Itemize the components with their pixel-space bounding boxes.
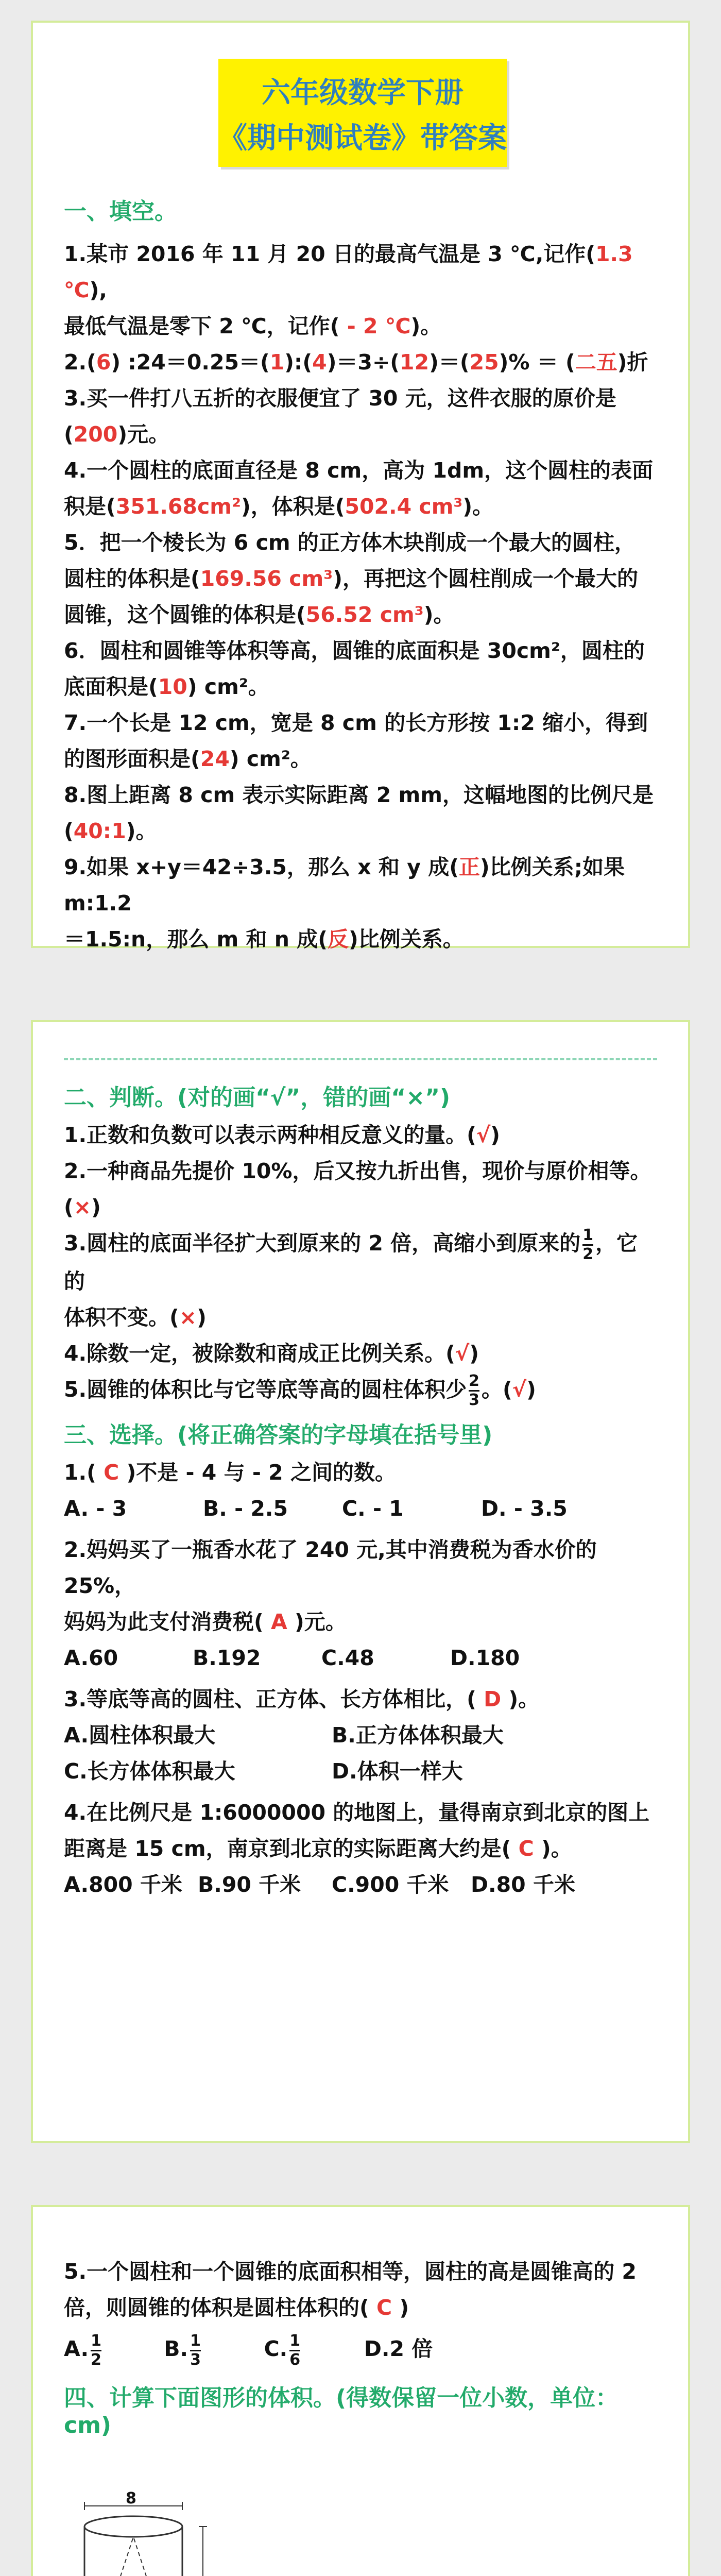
cylinder-cone-figure — [64, 2496, 249, 2576]
section-2 — [64, 1079, 657, 1903]
card-judge-choice — [31, 1020, 690, 2143]
question-4: 4.一个圆柱的底面直径是 8 cm，高为 1dm，这个圆柱的表面 积是(351.68cm²)，体积是(502.4 cm³)。 — [64, 458, 654, 519]
judge-5: 5.圆锥的体积比与它等底等高的圆柱体积少 $\frac{2}{3}$ 。(√) — [64, 1372, 536, 1409]
judge-2: 2.一种商品先提价 10%，后又按九折出售，现价与原价相等。 (×) — [64, 1159, 651, 1219]
card-fill-blank — [31, 21, 690, 952]
question-9: 9.如果 x+y＝42÷3.5，那么 x 和 y 成(正)比例关系;如果 m:1.2 ＝1.5:n，那么 m 和 n 成(反)比例关系。 — [64, 855, 625, 952]
dashed-divider — [64, 1058, 657, 1060]
question-7: 7.一个长是 12 cm，宽是 8 cm 的长方形按 1:2 缩小，得到 的图形面积是(24) cm²。 — [64, 710, 648, 771]
judge-1: 1.正数和负数可以表示两种相反意义的量。(√) — [64, 1123, 500, 1147]
question-3: 3.买一件打八五折的衣服便宜了 30 元，这件衣服的原价是 (200)元。 — [64, 386, 616, 447]
choice-1: 1.( C )不是 - 4 与 - 2 之间的数。 A. - 3 B. - 2.5 C. - 1 D. - 3.5 — [64, 1460, 568, 1521]
choice-2: 2.妈妈买了一瓶香水花了 240 元,其中消费税为香水价的 25%， 妈妈为此支付消费税( A )元。 A.60 B.192 C.48 D.180 — [64, 1537, 597, 1670]
title-line-1: 六年级数学下册 — [262, 76, 464, 110]
choice-5: 5.一个圆柱和一个圆锥的底面积相等，圆柱的高是圆锥高的 2 倍，则圆锥的体积是圆柱体积的( C ) A. $\frac{1}{2}$ B. $\frac{1}{3}$ C. $\frac{1}{6}$ D.2 倍 — [64, 2259, 637, 2369]
choice-3: 3.等底等高的圆柱、正方体、长方体相比，( D )。 A.圆柱体积最大 B.正方体体积最大 C.长方体体积最大 D.体积一样大 — [64, 1687, 540, 1784]
question-6: 6．圆柱和圆锥等体积等高，圆锥的底面积是 30cm²，圆柱的 底面积是(10) cm²。 — [64, 638, 645, 699]
title-line-2: 《期中测试卷》带答案 — [218, 122, 507, 155]
section-title: 一、填空。 — [64, 198, 177, 225]
choice-4: 4.在比例尺是 1:6000000 的地图上，量得南京到北京的图上 距离是 15 cm，南京到北京的实际距离大约是( C )。 A.800 千米 B.90 千米 C.900 千米 D.80 千米 — [64, 1800, 650, 1897]
section-title: 四、计算下面图形的体积。(得数保留一位小数，单位：cm) — [64, 2384, 619, 2438]
title-box — [218, 59, 507, 167]
judge-3: 3.圆柱的底面半径扩大到原来的 2 倍，高缩小到原来的 $\frac{1}{2}$ ，它的 体积不变。(×) — [64, 1226, 638, 1330]
question-2: 2.(6) :24＝0.25＝(1):(4)＝3÷(12)＝(25)% ＝ (二五)折 — [64, 350, 648, 375]
section-title: 二、判断。(对的画“√”，错的画“×”) — [64, 1084, 451, 1111]
question-5: 5．把一个棱长为 6 cm 的正方体木块削成一个最大的圆柱， 圆柱的体积是(169.56 cm³)，再把这个圆柱削成一个最大的 圆锥，这个圆锥的体积是(56.52 cm³)。 — [64, 530, 638, 627]
question-8: 8.图上距离 8 cm 表示实际距离 2 mm，这幅地图的比例尺是 (40:1)。 — [64, 783, 654, 843]
section-title: 三、选择。(将正确答案的字母填在括号里) — [64, 1422, 493, 1448]
card-calc-solve — [31, 2205, 690, 2576]
section-1 — [64, 193, 657, 957]
judge-4: 4.除数一定，被除数和商成正比例关系。(√) — [64, 1341, 479, 1366]
section-3-cont — [64, 2253, 657, 2438]
figure-label-diameter: 8 — [126, 2489, 136, 2507]
question-1: 1.某市 2016 年 11 月 20 日的最高气温是 3 ℃,记作(1.3 ℃), 最低气温是零下 2 ℃，记作( - 2 ℃)。 — [64, 242, 633, 338]
